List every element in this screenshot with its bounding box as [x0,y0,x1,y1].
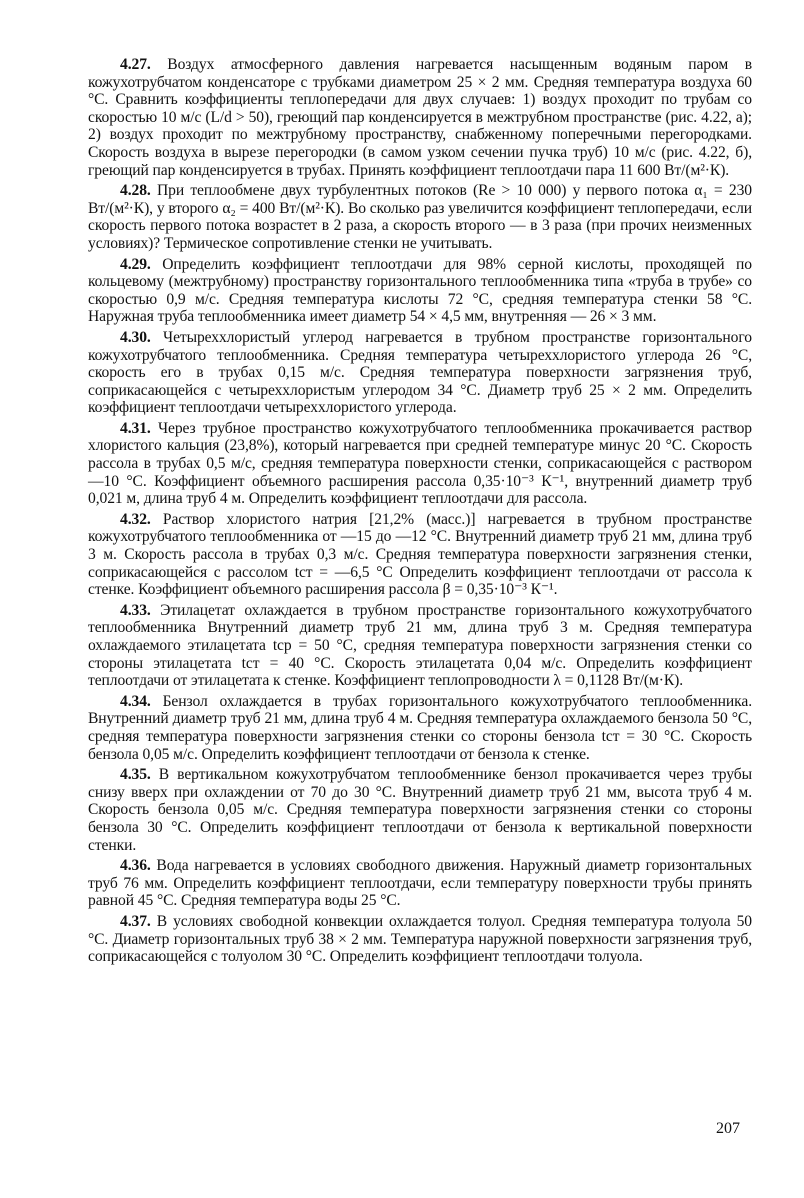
problem-text: Вода нагревается в условиях свободного движения. Наружный диаметр горизонтальных труб 76 мм. Определить коэффициент теплоотдачи, если температуру поверхности трубы принять равной 45 °С. Средняя температура воды 25 °С. [88,857,752,910]
problem-text: В условиях свободной конвекции охлаждается толуол. Средняя температура толуола 50 °С. Диаметр горизонтальных труб 38 × 2 мм. Температура наружной поверхности загрязнения труб, соприкасающейся с толуолом 30 °С. Определить коэффициент теплоотдачи толуола. [88,912,752,966]
problem-number: 4.34. [120,692,151,710]
problem-text: Четыреххлористый углерод нагревается в трубном пространстве горизонтального кожухотрубчатого теплообменника. Средняя температура четыреххлористого углерода 26 °С, скорость его в трубах 0,15 м/с. Средняя температура поверхности загрязнения труб, соприкасающейся с четыреххлористым углеродом 34 °С. Диаметр труб 25 × 2 мм. Определить коэффициент теплоотдачи четыреххлористого углерода. [88,328,752,417]
problem-number: 4.35. [120,766,151,784]
problem-4-28 [88,182,752,252]
problem-text: Раствор хлористого натрия [21,2% (масс.)] нагревается в трубном пространстве кожухотрубчатого теплообменника от —15 до —12 °С. Внутренний диаметр труб 21 мм, длина труб 3 м. Скорость рассола в трубах 0,3 м/с. Средняя температура поверхности загрязнения стенки, соприкасающейся с рассолом tст = —6,5 °С Определить коэффициент теплоотдачи от рассола к стенке. Коэффициент объемного расширения рассола β = 0,35·10⁻³ К⁻¹. [88,510,752,599]
problem-number: 4.37. [120,912,151,930]
problem-number: 4.36. [120,857,151,875]
problem-4-30 [88,329,752,417]
problem-text: Бензол охлаждается в трубах горизонтального кожухотрубчатого теплообменника. Внутренний диаметр труб 21 мм, длина труб 4 м. Средняя температура охлаждаемого бензола 50 °С, средняя температура поверхности загрязнения стенки со стороны бензола tст = 30 °С. Скорость бензола 0,05 м/с. Определить коэффициент теплоотдачи от бензола к стенке. [88,692,752,763]
problem-text: Через трубное пространство кожухотрубчатого теплообменника прокачивается раствор хлористого кальция (23,8%), который нагревается при средней температуре минус 20 °С. Скорость рассола в трубах 0,5 м/с, средняя температура поверхности стенки, соприкасающейся с раствором —10 °С. Коэффициент объемного расширения рассола 0,35·10⁻³ К⁻¹, внутренний диаметр труб 0,021 м, длина труб 4 м. Определить коэффициент теплоотдачи для рассола. [88,419,752,508]
problem-number: 4.28. [120,182,151,200]
problem-4-34 [88,693,752,763]
problem-4-35 [88,766,752,854]
problem-4-37 [88,913,752,966]
page-number: 207 [716,1120,740,1137]
problem-text: В вертикальном кожухотрубчатом теплообменнике бензол прокачивается через трубы снизу вверх при охлаждении от 70 до 30 °С. Внутренний диаметр труб 21 мм, высота труб 4 м. Скорость бензола 0,05 м/с. Средняя температура поверхности загрязнения стенки со стороны бензола 30 °С. Определить коэффициент теплоотдачи от бензола к вертикальной поверхности стенки. [88,766,752,854]
problem-number: 4.32. [120,510,151,528]
problem-4-33 [88,602,752,690]
page-body [88,56,752,969]
problem-4-29 [88,256,752,326]
problem-number: 4.29. [120,255,151,273]
problem-number: 4.31. [120,419,151,437]
problem-number: 4.27. [120,56,151,73]
problem-text: Этилацетат охлаждается в трубном пространстве горизонтального кожухотрубчатого теплообменника Внутренний диаметр труб 21 мм, длина труб 3 м. Средняя температура охлаждаемого этилацетата tср = 50 °С, средняя температура поверхности загрязнения стенки со стороны этилацетата tст = 40 °С. Скорость этилацетата 0,04 м/с. Определить коэффициент теплоотдачи от этилацетата к стенке. Коэффициент теплопроводности λ = 0,1128 Вт/(м·К). [88,601,752,690]
problem-text: Определить коэффициент теплоотдачи для 98% серной кислоты, проходящей по кольцевому (межтрубному) пространству горизонтального теплообменника типа «труба в трубе» со скоростью 0,9 м/с. Средняя температура кислоты 72 °С, средняя температура стенки 58 °С. Наружная труба теплообменника имеет диаметр 54 × 4,5 мм, внутренняя — 26 × 3 мм. [88,255,752,326]
problem-4-36 [88,857,752,910]
problem-4-27 [88,56,752,179]
problem-number: 4.33. [120,601,151,619]
problem-number: 4.30. [120,328,151,346]
problem-4-32 [88,511,752,599]
problem-4-31 [88,420,752,508]
problem-text: Воздух атмосферного давления нагревается насыщенным водяным паром в кожухотрубчатом конденсаторе с трубками диаметром 25 × 2 мм. Средняя температура воздуха 60 °С. Сравнить коэффициенты теплопередачи для двух случаев: 1) воздух проходит по трубам со скоростью 10 м/с (L/d > 50), греющий пар конденсируется в межтрубном пространстве (рис. 4.22, а); 2) воздух проходит по межтрубному пространству, снабженному поперечными перегородками. Скорость воздуха в вырезе перегородки (в самом узком сечении пучка труб) 10 м/с (рис. 4.22, б), греющий пар конденсируется в трубах. Принять коэффициент теплоотдачи пара 11 600 Вт/(м²·К). [88,56,752,179]
problem-text: При теплообмене двух турбулентных потоков (Re > 10 000) у первого потока α₁ = 230 Вт/(м²·К), у второго α₂ = 400 Вт/(м²·К). Во сколько раз увеличится коэффициент теплопередачи, если скорость первого потока возрастет в 2 раза, а скорость второго — в 3 раза (при прочих неизменных условиях)? Термическое сопротивление стенки не учитывать. [88,182,752,252]
